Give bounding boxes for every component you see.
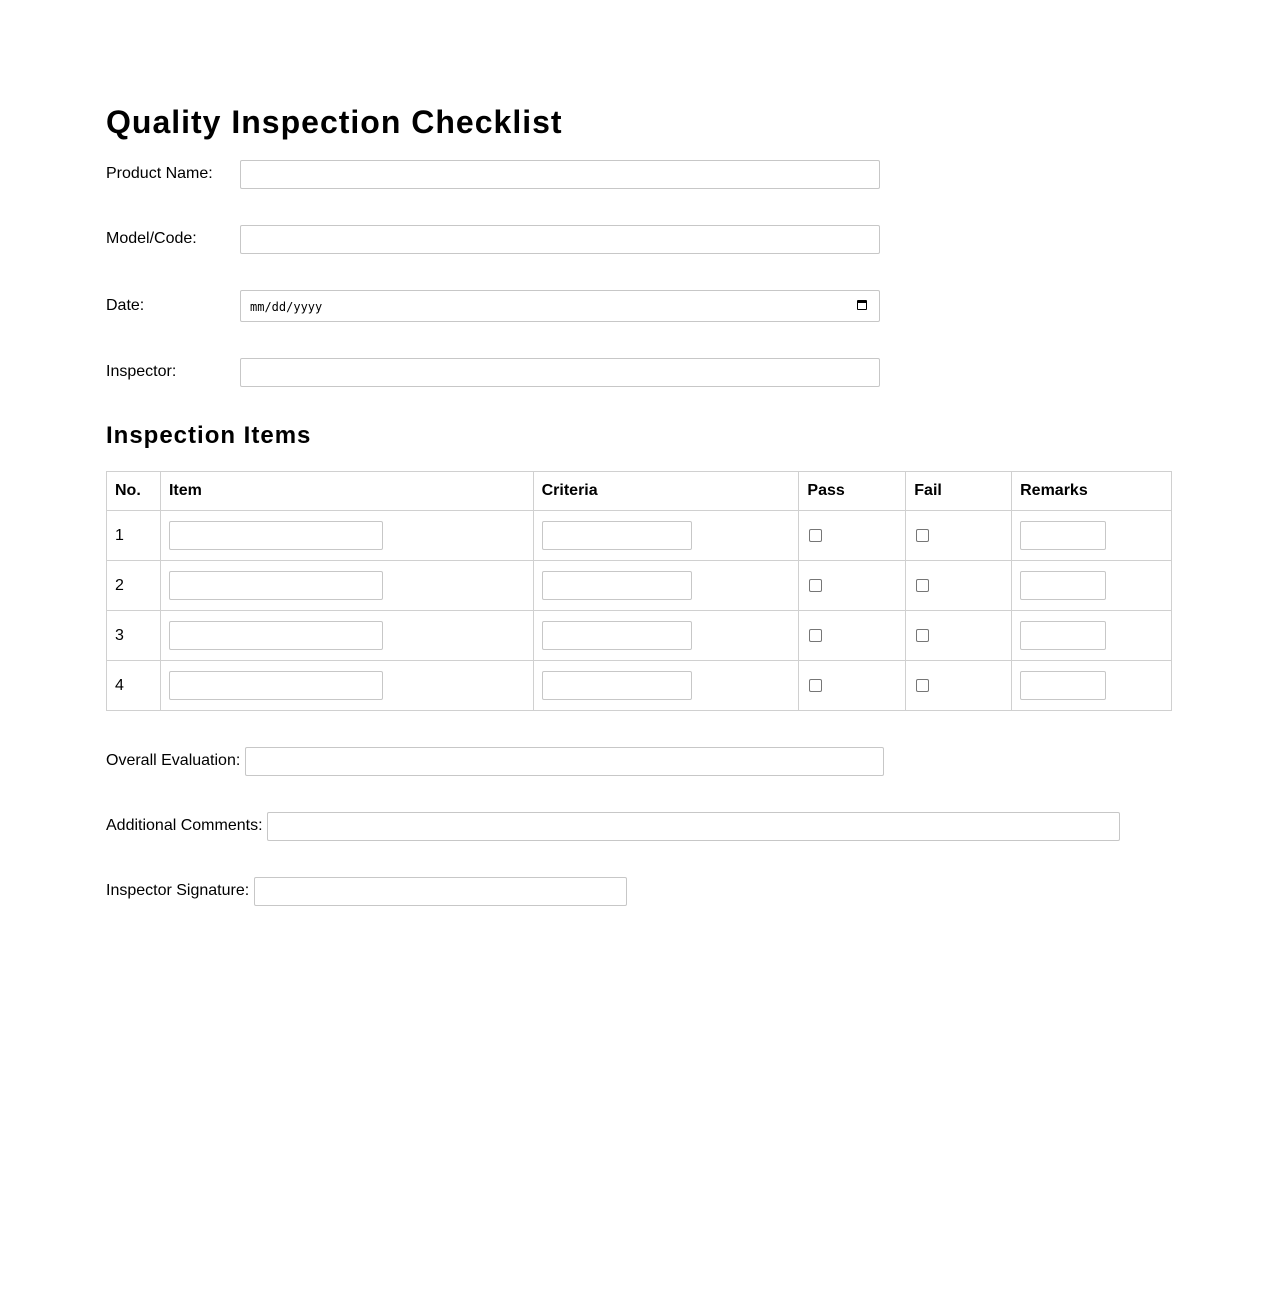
overall-evaluation-input[interactable]	[245, 747, 884, 776]
pass-checkbox[interactable]	[809, 629, 822, 642]
table-row	[107, 611, 1172, 661]
fail-checkbox[interactable]	[916, 679, 929, 692]
remarks-input[interactable]	[1020, 671, 1106, 700]
item-cell	[160, 661, 533, 711]
column-header-item: Item	[160, 472, 533, 511]
section-title: Inspection Items	[106, 422, 312, 449]
fail-cell	[906, 661, 1012, 711]
table-row	[107, 511, 1172, 561]
additional-comments-input[interactable]	[267, 812, 1120, 841]
table-header-row	[107, 472, 1172, 511]
column-header-fail: Fail	[906, 472, 1012, 511]
item-cell	[160, 561, 533, 611]
criteria-input[interactable]	[542, 621, 692, 650]
criteria-input[interactable]	[542, 521, 692, 550]
pass-checkbox[interactable]	[809, 679, 822, 692]
fail-cell	[906, 561, 1012, 611]
remarks-cell	[1012, 661, 1172, 711]
column-header-criteria: Criteria	[533, 472, 799, 511]
row-number: 2	[107, 561, 161, 611]
pass-cell	[799, 561, 906, 611]
inspector-signature-input[interactable]	[254, 877, 627, 906]
criteria-cell	[533, 511, 799, 561]
date-label: Date:	[106, 297, 145, 314]
row-number: 4	[107, 661, 161, 711]
criteria-input[interactable]	[542, 671, 692, 700]
calendar-icon[interactable]	[857, 300, 867, 310]
inspection-items-table	[106, 471, 1172, 711]
item-cell	[160, 511, 533, 561]
remarks-input[interactable]	[1020, 621, 1106, 650]
pass-cell	[799, 661, 906, 711]
model-code-label: Model/Code:	[106, 230, 197, 247]
column-header-pass: Pass	[799, 472, 906, 511]
remarks-input[interactable]	[1020, 521, 1106, 550]
date-input[interactable]	[240, 290, 880, 322]
column-header-remarks: Remarks	[1012, 472, 1172, 511]
inspector-input[interactable]	[240, 358, 880, 387]
item-input[interactable]	[169, 671, 383, 700]
row-number: 3	[107, 611, 161, 661]
fail-cell	[906, 611, 1012, 661]
criteria-input[interactable]	[542, 571, 692, 600]
pass-checkbox[interactable]	[809, 579, 822, 592]
item-input[interactable]	[169, 571, 383, 600]
remarks-cell	[1012, 611, 1172, 661]
row-number: 1	[107, 511, 161, 561]
product-name-input[interactable]	[240, 160, 880, 189]
inspector-signature-label: Inspector Signature:	[106, 882, 250, 899]
additional-comments-label: Additional Comments:	[106, 817, 263, 834]
inspector-label: Inspector:	[106, 363, 177, 380]
fail-checkbox[interactable]	[916, 529, 929, 542]
item-input[interactable]	[169, 521, 383, 550]
item-cell	[160, 611, 533, 661]
pass-checkbox[interactable]	[809, 529, 822, 542]
remarks-cell	[1012, 511, 1172, 561]
fail-checkbox[interactable]	[916, 579, 929, 592]
column-header-no: No.	[107, 472, 161, 511]
overall-evaluation-label: Overall Evaluation:	[106, 752, 241, 769]
fail-checkbox[interactable]	[916, 629, 929, 642]
model-code-input[interactable]	[240, 225, 880, 254]
item-input[interactable]	[169, 621, 383, 650]
remarks-cell	[1012, 561, 1172, 611]
table-row	[107, 561, 1172, 611]
criteria-cell	[533, 611, 799, 661]
remarks-input[interactable]	[1020, 571, 1106, 600]
pass-cell	[799, 511, 906, 561]
date-placeholder: mm/dd/yyyy	[250, 300, 323, 314]
fail-cell	[906, 511, 1012, 561]
criteria-cell	[533, 561, 799, 611]
page-title: Quality Inspection Checklist	[106, 104, 563, 140]
pass-cell	[799, 611, 906, 661]
criteria-cell	[533, 661, 799, 711]
table-row	[107, 661, 1172, 711]
product-name-label: Product Name:	[106, 165, 213, 182]
